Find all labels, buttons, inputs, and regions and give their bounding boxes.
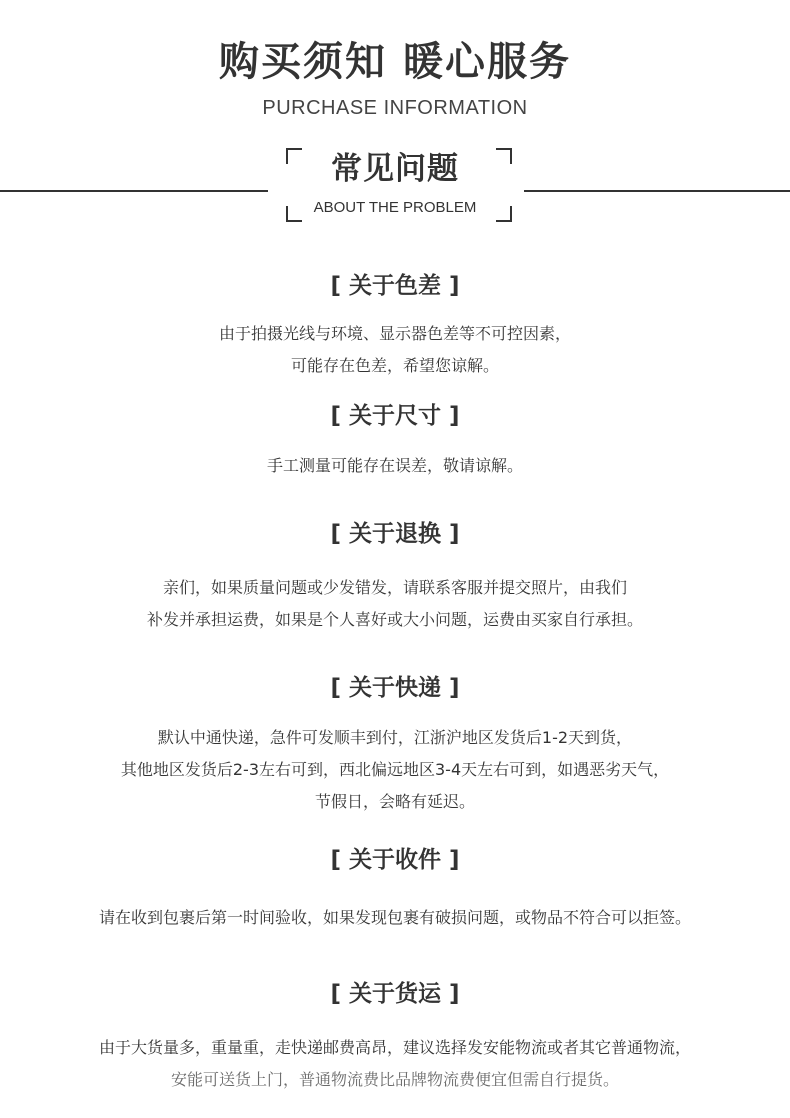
faq-title: 常见问题 [331,151,459,187]
section-returns [0,518,790,636]
section-shipping [0,672,790,818]
section-line: 请在收到包裹后第一时间验收，如果发现包裹有破损问题，或物品不符合可以拒签。 [98,908,691,927]
section-line: 由于拍摄光线与环境、显示器色差等不可控因素， [218,324,571,343]
section-line: 手工测量可能存在误差，敬请谅解。 [266,456,523,475]
section-heading: [ 关于退换 ] [330,521,460,547]
section-line: 亲们，如果质量问题或少发错发，请联系客服并提交照片，由我们 [162,578,627,597]
section-heading: [ 关于收件 ] [330,847,460,873]
faq-subtitle: ABOUT THE PROBLEM [313,199,477,216]
section-line: 由于大货量多，重量重，走快递邮费高昂，建议选择发安能物流或者其它普通物流， [98,1038,691,1057]
section-line: 安能可送货上门，普通物流费比品牌物流费便宜但需自行提货。 [170,1070,619,1089]
section-heading: [ 关于货运 ] [330,981,460,1007]
section-line: 节假日，会略有延迟。 [314,792,475,811]
section-body [0,1032,790,1096]
section-line: 可能存在色差，希望您谅解。 [290,356,499,375]
section-size [0,400,790,482]
section-receiving [0,844,790,934]
section-line: 默认中通快递，急件可发顺丰到付，江浙沪地区发货后1-2天到货， [157,728,633,747]
section-line: 其他地区发货后2-3左右可到，西北偏远地区3-4天左右可到，如遇恶劣天气， [120,760,670,779]
page-title: 购买须知 暖心服务 [219,39,571,85]
section-freight [0,978,790,1096]
section-line: 补发并承担运费，如果是个人喜好或大小问题，运费由买家自行承担。 [146,610,643,629]
section-heading: [ 关于色差 ] [330,273,460,299]
section-heading: [ 关于快递 ] [330,675,460,701]
divider-right [524,190,790,192]
section-body [0,450,790,482]
section-color-difference [0,270,790,382]
section-body [0,722,790,818]
divider-left [0,190,268,192]
section-body [0,572,790,636]
section-body [0,902,790,934]
section-heading: [ 关于尺寸 ] [330,403,460,429]
section-body [0,318,790,382]
page-subtitle: PURCHASE INFORMATION [262,97,528,119]
